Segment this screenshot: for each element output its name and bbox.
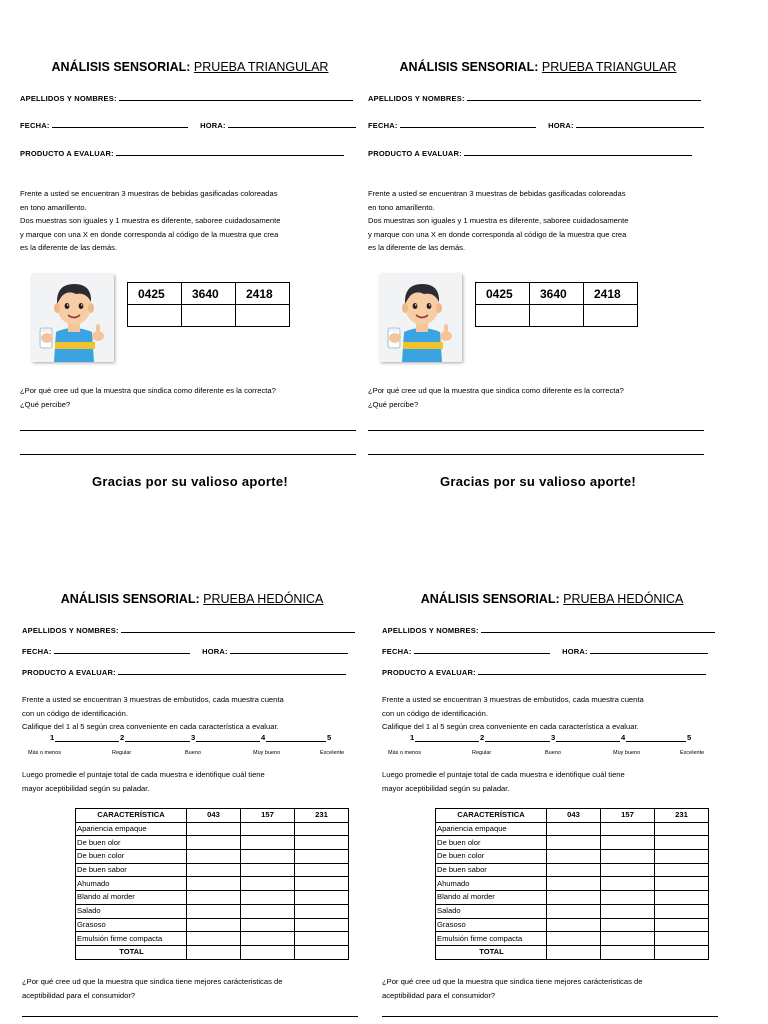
table-header: 157: [601, 809, 655, 823]
scale-label: Bueno: [545, 750, 561, 756]
date-blank[interactable]: [400, 121, 536, 128]
product-blank[interactable]: [464, 149, 692, 156]
name-blank[interactable]: [121, 626, 355, 633]
question: ¿Por qué cree ud que la muestra que sindica como diferente es la correcta? ¿Qué percibe?: [368, 386, 624, 409]
sample-mark-cell[interactable]: [530, 305, 584, 327]
characteristic-label: De buen olor: [436, 836, 547, 850]
score-cell[interactable]: [187, 904, 241, 918]
table-row: [76, 822, 349, 836]
average-instructions: Luego promedie el puntaje total de cada muestra e identifique cuál tiene mayor aceptibilidad según su paladar.: [382, 770, 625, 793]
name-field[interactable]: APELLIDOS Y NOMBRES:: [382, 626, 722, 635]
date-label: FECHA:: [20, 121, 50, 130]
total-row: [436, 945, 709, 959]
score-cell[interactable]: [547, 822, 601, 836]
score-cell[interactable]: [655, 918, 709, 932]
scale-number: 4: [621, 733, 626, 742]
product-blank[interactable]: [116, 149, 344, 156]
characteristic-label: Grasoso: [76, 918, 187, 932]
total-cell[interactable]: [295, 945, 349, 959]
score-cell[interactable]: [655, 863, 709, 877]
date-label: FECHA:: [368, 121, 398, 130]
sample-code: 2418: [236, 283, 290, 305]
triangular-test-form-right: [368, 58, 708, 528]
score-cell[interactable]: [295, 863, 349, 877]
score-cell[interactable]: [601, 891, 655, 905]
scale-number: 5: [687, 733, 692, 742]
question: ¿Por qué cree ud que la muestra que sindica tiene mejores carácteristicas de aceptibilidad para el consumidor?: [382, 977, 643, 1000]
table-header: 231: [655, 809, 709, 823]
date-time-row: [382, 647, 722, 656]
sample-code: 0425: [128, 283, 182, 305]
score-cell[interactable]: [241, 918, 295, 932]
table-header: 043: [187, 809, 241, 823]
characteristic-label: Grasoso: [436, 918, 547, 932]
score-cell[interactable]: [601, 863, 655, 877]
time-label: HORA:: [548, 121, 574, 130]
time-label: HORA:: [562, 647, 588, 656]
time-blank[interactable]: [590, 647, 708, 654]
scale-label: Más o menos: [388, 750, 422, 756]
date-time-row: [20, 121, 360, 130]
score-cell[interactable]: [241, 822, 295, 836]
score-cell[interactable]: [547, 891, 601, 905]
scale-label: Excelente: [680, 750, 705, 756]
sample-code-table: [127, 282, 290, 327]
question: ¿Por qué cree ud que la muestra que sindica tiene mejores carácteristicas de aceptibilidad para el consumidor?: [22, 977, 283, 1000]
boy-drinking-avatar: [32, 274, 114, 362]
sample-mark-cell[interactable]: [182, 305, 236, 327]
sample-code: 3640: [182, 283, 236, 305]
characteristic-label: Emulsión firme compacta: [76, 932, 187, 946]
sample-code: 3640: [530, 283, 584, 305]
characteristic-label: Apariencia empaque: [436, 822, 547, 836]
score-cell[interactable]: [547, 918, 601, 932]
total-cell[interactable]: [547, 945, 601, 959]
characteristic-label: De buen sabor: [76, 863, 187, 877]
total-cell[interactable]: [187, 945, 241, 959]
boy-drinking-avatar: [380, 274, 462, 362]
characteristic-label: Ahumado: [436, 877, 547, 891]
score-cell[interactable]: [241, 877, 295, 891]
scale-label: Regular: [472, 750, 492, 756]
name-blank[interactable]: [467, 94, 701, 101]
scale-number: 2: [120, 733, 125, 742]
score-cell[interactable]: [187, 877, 241, 891]
test-name: PRUEBA HEDÓNICA: [203, 592, 324, 606]
characteristic-label: Emulsión firme compacta: [436, 932, 547, 946]
scale-label: Muy bueno: [613, 750, 641, 756]
scale-number: 5: [327, 733, 332, 742]
sample-code-table: [475, 282, 638, 327]
thanks-message: Gracias por su valioso aporte!: [91, 474, 289, 489]
table-row: [436, 877, 709, 891]
form-title: ANÁLISIS SENSORIAL: PRUEBA HEDÓNICA: [420, 592, 684, 606]
score-cell[interactable]: [655, 877, 709, 891]
table-row: [436, 891, 709, 905]
product-field[interactable]: PRODUCTO A EVALUAR:: [382, 668, 722, 677]
score-cell[interactable]: [295, 932, 349, 946]
table-row: [436, 904, 709, 918]
date-blank[interactable]: [52, 121, 188, 128]
characteristic-label: De buen color: [436, 850, 547, 864]
table-header: 043: [547, 809, 601, 823]
table-row: [76, 863, 349, 877]
scale-label: Muy bueno: [253, 750, 281, 756]
score-cell[interactable]: [295, 822, 349, 836]
hedonic-test-form-left: [22, 590, 362, 1024]
total-cell[interactable]: [601, 945, 655, 959]
boy-illustration-icon: [380, 274, 462, 362]
score-cell[interactable]: [601, 904, 655, 918]
characteristic-label: Salado: [76, 904, 187, 918]
score-cell[interactable]: [295, 891, 349, 905]
score-cell[interactable]: [601, 918, 655, 932]
total-cell[interactable]: [655, 945, 709, 959]
score-cell[interactable]: [655, 836, 709, 850]
score-cell[interactable]: [547, 904, 601, 918]
table-row: [436, 932, 709, 946]
thanks-message: Gracias por su valioso aporte!: [439, 474, 637, 489]
date-blank[interactable]: [414, 647, 550, 654]
score-cell[interactable]: [547, 877, 601, 891]
time-blank[interactable]: [230, 647, 348, 654]
score-cell[interactable]: [601, 877, 655, 891]
total-label: TOTAL: [76, 945, 187, 959]
scale-label: Bueno: [185, 750, 201, 756]
table-row: [76, 932, 349, 946]
answer-line[interactable]: [20, 454, 356, 455]
instructions: Frente a usted se encuentran 3 muestras de bebidas gasificadas coloreadas en tono amarillento. Dos muestras son iguales y 1 muestra es diferente, saboree cuidadosamente y marque con una X en donde corresponda al código de la muestra que crea es la diferente de las demás.: [368, 189, 629, 252]
score-cell[interactable]: [547, 932, 601, 946]
sample-code: 2418: [584, 283, 638, 305]
test-name: PRUEBA TRIANGULAR: [541, 60, 677, 74]
hedonic-test-form-right: [382, 590, 722, 1024]
table-row: [76, 918, 349, 932]
product-field[interactable]: PRODUCTO A EVALUAR:: [368, 149, 708, 158]
product-field[interactable]: PRODUCTO A EVALUAR:: [20, 149, 360, 158]
score-cell[interactable]: [241, 932, 295, 946]
table-row: [436, 850, 709, 864]
sample-mark-cell[interactable]: [476, 305, 530, 327]
date-time-row: [22, 647, 362, 656]
test-name: PRUEBA TRIANGULAR: [193, 60, 329, 74]
score-cell[interactable]: [547, 863, 601, 877]
date-blank[interactable]: [54, 647, 190, 654]
score-cell[interactable]: [187, 850, 241, 864]
triangular-test-form-left: [20, 58, 360, 528]
form-title: ANÁLISIS SENSORIAL: PRUEBA TRIANGULAR: [51, 60, 329, 74]
name-blank[interactable]: [481, 626, 715, 633]
score-cell[interactable]: [655, 891, 709, 905]
score-cell[interactable]: [187, 822, 241, 836]
score-cell[interactable]: [655, 904, 709, 918]
score-cell[interactable]: [655, 850, 709, 864]
table-row: [76, 836, 349, 850]
score-cell[interactable]: [547, 836, 601, 850]
scale-number: 3: [191, 733, 196, 742]
characteristic-label: De buen sabor: [436, 863, 547, 877]
answer-line[interactable]: [368, 430, 704, 431]
score-cell[interactable]: [601, 850, 655, 864]
answer-line[interactable]: [22, 1016, 358, 1017]
score-cell[interactable]: [547, 850, 601, 864]
score-cell[interactable]: [187, 932, 241, 946]
answer-line[interactable]: [382, 1016, 718, 1017]
table-row: [436, 918, 709, 932]
table-row: [76, 877, 349, 891]
score-cell[interactable]: [241, 836, 295, 850]
product-blank[interactable]: [118, 668, 346, 675]
score-cell[interactable]: [295, 904, 349, 918]
scale-number: 4: [261, 733, 266, 742]
table-header: CARACTERÍSTICA: [76, 809, 187, 823]
time-label: HORA:: [202, 647, 228, 656]
characteristic-label: Salado: [436, 904, 547, 918]
total-label: TOTAL: [436, 945, 547, 959]
instructions: Frente a usted se encuentran 3 muestras de bebidas gasificadas coloreadas en tono amarillento. Dos muestras son iguales y 1 muestra es diferente, saboree cuidadosamente y marque con una X en donde corresponda al código de la muestra que crea es la diferente de las demás.: [20, 189, 281, 252]
score-cell[interactable]: [241, 891, 295, 905]
score-cell[interactable]: [241, 904, 295, 918]
sample-mark-cell[interactable]: [236, 305, 290, 327]
evaluation-table: [435, 808, 709, 960]
score-cell[interactable]: [187, 891, 241, 905]
evaluation-table: [75, 808, 349, 960]
table-header: 231: [295, 809, 349, 823]
characteristic-label: Apariencia empaque: [76, 822, 187, 836]
score-cell[interactable]: [295, 836, 349, 850]
table-header-row: [436, 809, 709, 823]
question: ¿Por qué cree ud que la muestra que sindica como diferente es la correcta? ¿Qué percibe?: [20, 386, 276, 409]
form-title: ANÁLISIS SENSORIAL: PRUEBA TRIANGULAR: [399, 60, 677, 74]
answer-line[interactable]: [368, 454, 704, 455]
instructions: Frente a usted se encuentran 3 muestras de embutidos, cada muestra cuenta con un código de identificación. Califique del 1 al 5 según crea conveniente en cada característica a evaluar.: [22, 695, 284, 731]
score-cell[interactable]: [241, 863, 295, 877]
table-header: CARACTERÍSTICA: [436, 809, 547, 823]
average-instructions: Luego promedie el puntaje total de cada muestra e identifique cuál tiene mayor aceptibilidad según su paladar.: [22, 770, 265, 793]
total-row: [76, 945, 349, 959]
score-cell[interactable]: [295, 918, 349, 932]
score-cell[interactable]: [187, 836, 241, 850]
score-cell[interactable]: [187, 863, 241, 877]
name-blank[interactable]: [119, 94, 353, 101]
characteristic-label: De buen olor: [76, 836, 187, 850]
scale-number: 3: [551, 733, 556, 742]
time-label: HORA:: [200, 121, 226, 130]
table-row: [436, 863, 709, 877]
name-field[interactable]: APELLIDOS Y NOMBRES:: [368, 94, 708, 103]
table-row: [76, 850, 349, 864]
sample-mark-cell[interactable]: [584, 305, 638, 327]
time-blank[interactable]: [228, 121, 356, 128]
product-field[interactable]: PRODUCTO A EVALUAR:: [22, 668, 362, 677]
name-field[interactable]: APELLIDOS Y NOMBRES:: [20, 94, 360, 103]
form-title: ANÁLISIS SENSORIAL: PRUEBA HEDÓNICA: [60, 592, 324, 606]
date-label: FECHA:: [382, 647, 412, 656]
table-row: [436, 836, 709, 850]
table-header: 157: [241, 809, 295, 823]
score-cell[interactable]: [295, 877, 349, 891]
characteristic-label: Blando al morder: [436, 891, 547, 905]
time-blank[interactable]: [576, 121, 704, 128]
scale-label: Más o menos: [28, 750, 62, 756]
table-header-row: [76, 809, 349, 823]
scale-number: 1: [410, 733, 415, 742]
characteristic-label: De buen color: [76, 850, 187, 864]
name-field[interactable]: APELLIDOS Y NOMBRES:: [22, 626, 362, 635]
table-row: [76, 904, 349, 918]
characteristic-label: Blando al morder: [76, 891, 187, 905]
score-cell[interactable]: [241, 850, 295, 864]
table-row: [436, 822, 709, 836]
scale-label: Excelente: [320, 750, 345, 756]
table-row: [76, 891, 349, 905]
total-cell[interactable]: [241, 945, 295, 959]
scale-label: Regular: [112, 750, 132, 756]
score-cell[interactable]: [655, 822, 709, 836]
instructions: Frente a usted se encuentran 3 muestras de embutidos, cada muestra cuenta con un código de identificación. Califique del 1 al 5 según crea conveniente en cada característica a evaluar.: [382, 695, 644, 731]
product-blank[interactable]: [478, 668, 706, 675]
sample-mark-cell[interactable]: [128, 305, 182, 327]
test-name: PRUEBA HEDÓNICA: [563, 592, 684, 606]
score-cell[interactable]: [655, 932, 709, 946]
score-cell[interactable]: [187, 918, 241, 932]
characteristic-label: Ahumado: [76, 877, 187, 891]
date-time-row: [368, 121, 708, 130]
score-cell[interactable]: [601, 932, 655, 946]
score-cell[interactable]: [295, 850, 349, 864]
sample-code: 0425: [476, 283, 530, 305]
score-cell[interactable]: [601, 836, 655, 850]
boy-illustration-icon: [32, 274, 114, 362]
score-cell[interactable]: [601, 822, 655, 836]
scale-number: 1: [50, 733, 55, 742]
date-label: FECHA:: [22, 647, 52, 656]
answer-line[interactable]: [20, 430, 356, 431]
scale-number: 2: [480, 733, 485, 742]
